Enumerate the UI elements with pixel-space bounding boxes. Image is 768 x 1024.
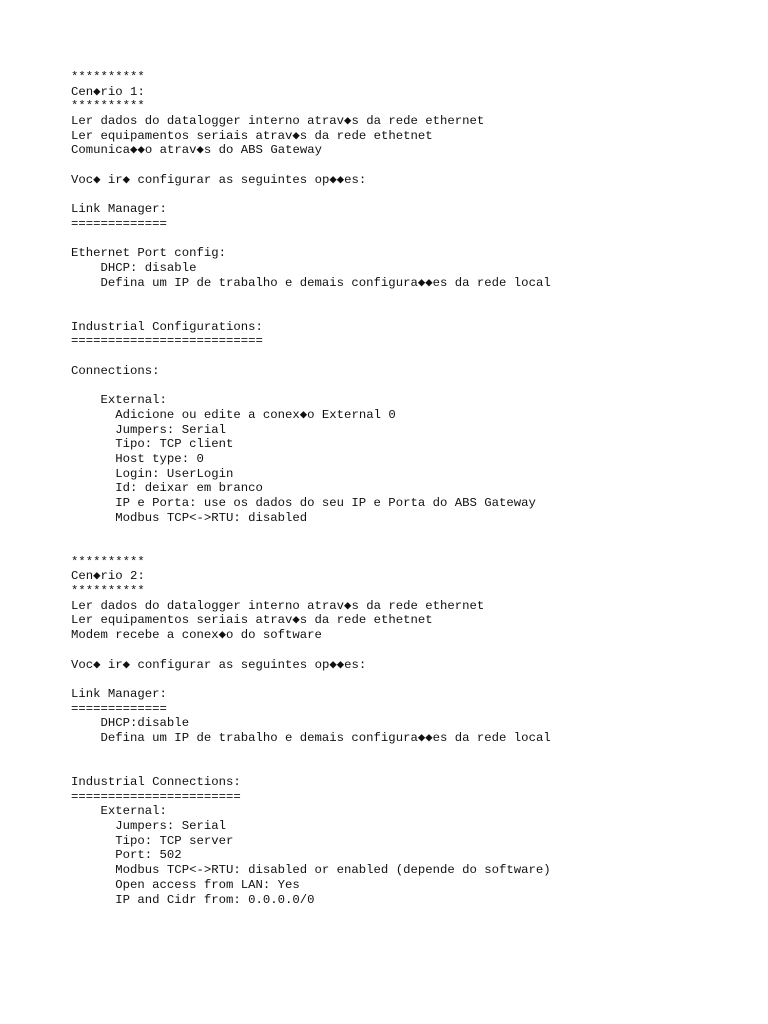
text-line: External:	[71, 393, 167, 408]
text-line: Ethernet Port config:	[71, 246, 226, 261]
blank-line	[71, 525, 751, 540]
text-line: **********	[71, 70, 145, 84]
text-line: Industrial Configurations:	[71, 319, 263, 334]
text-line: ==========================	[71, 334, 263, 349]
blank-line	[71, 746, 751, 761]
text-line: Jumpers: Serial	[71, 819, 226, 834]
document-body	[71, 70, 751, 907]
text-line: Adicione ou edite a conex◆o External 0	[71, 407, 396, 422]
text-document-page	[71, 70, 751, 907]
text-line: Ler dados do datalogger interno atrav◆s da rede ethernet	[71, 598, 485, 613]
text-line: Modbus TCP<->RTU: disabled	[71, 510, 308, 525]
text-line: =======================	[71, 789, 241, 804]
blank-line	[71, 188, 751, 203]
text-line: Modbus TCP<->RTU: disabled or enabled (depende do software)	[71, 863, 551, 878]
text-line: Link Manager:	[71, 686, 167, 701]
text-line: =============	[71, 701, 167, 716]
blank-line	[71, 672, 751, 687]
blank-line	[71, 349, 751, 364]
text-line: Modem recebe a conex◆o do software	[71, 628, 322, 643]
text-line: Defina um IP de trabalho e demais configura◆◆es da rede local	[71, 275, 551, 290]
text-line: Cen◆rio 1:	[71, 84, 145, 99]
text-line: DHCP:disable	[71, 716, 190, 731]
text-line: Tipo: TCP server	[71, 833, 234, 848]
text-line: Link Manager:	[71, 202, 167, 217]
blank-line	[71, 158, 751, 173]
text-line: Port: 502	[71, 848, 182, 863]
blank-line	[71, 290, 751, 305]
text-line: Ler equipamentos seriais atrav◆s da rede ethetnet	[71, 128, 433, 143]
text-line: =============	[71, 216, 167, 231]
text-line: **********	[71, 554, 145, 569]
text-line: Comunica◆◆o atrav◆s do ABS Gateway	[71, 143, 322, 158]
text-line: Ler equipamentos seriais atrav◆s da rede ethetnet	[71, 613, 433, 628]
text-line: Login: UserLogin	[71, 466, 234, 481]
text-line: Host type: 0	[71, 451, 204, 466]
text-line: IP and Cidr from: 0.0.0.0/0	[71, 892, 315, 907]
text-line: Jumpers: Serial	[71, 422, 226, 437]
text-line: DHCP: disable	[71, 260, 197, 275]
text-line: Voc◆ ir◆ configurar as seguintes op◆◆es:	[71, 172, 367, 187]
text-line: Cen◆rio 2:	[71, 569, 145, 584]
blank-line	[71, 378, 751, 393]
blank-line	[71, 540, 751, 555]
text-line: Tipo: TCP client	[71, 437, 234, 452]
text-line: Defina um IP de trabalho e demais configura◆◆es da rede local	[71, 730, 551, 745]
text-line: Industrial Connections:	[71, 775, 241, 789]
text-line: IP e Porta: use os dados do seu IP e Porta do ABS Gateway	[71, 495, 536, 510]
text-line: Ler dados do datalogger interno atrav◆s da rede ethernet	[71, 114, 485, 129]
blank-line	[71, 643, 751, 658]
text-line: Id: deixar em branco	[71, 481, 263, 496]
text-line: Open access from LAN: Yes	[71, 877, 300, 892]
text-line: Voc◆ ir◆ configurar as seguintes op◆◆es:	[71, 657, 367, 672]
text-line: **********	[71, 99, 145, 114]
blank-line	[71, 232, 751, 247]
blank-line	[71, 760, 751, 775]
text-line: **********	[71, 584, 145, 599]
blank-line	[71, 305, 751, 320]
text-line: External:	[71, 804, 167, 819]
text-line: Connections:	[71, 363, 160, 378]
